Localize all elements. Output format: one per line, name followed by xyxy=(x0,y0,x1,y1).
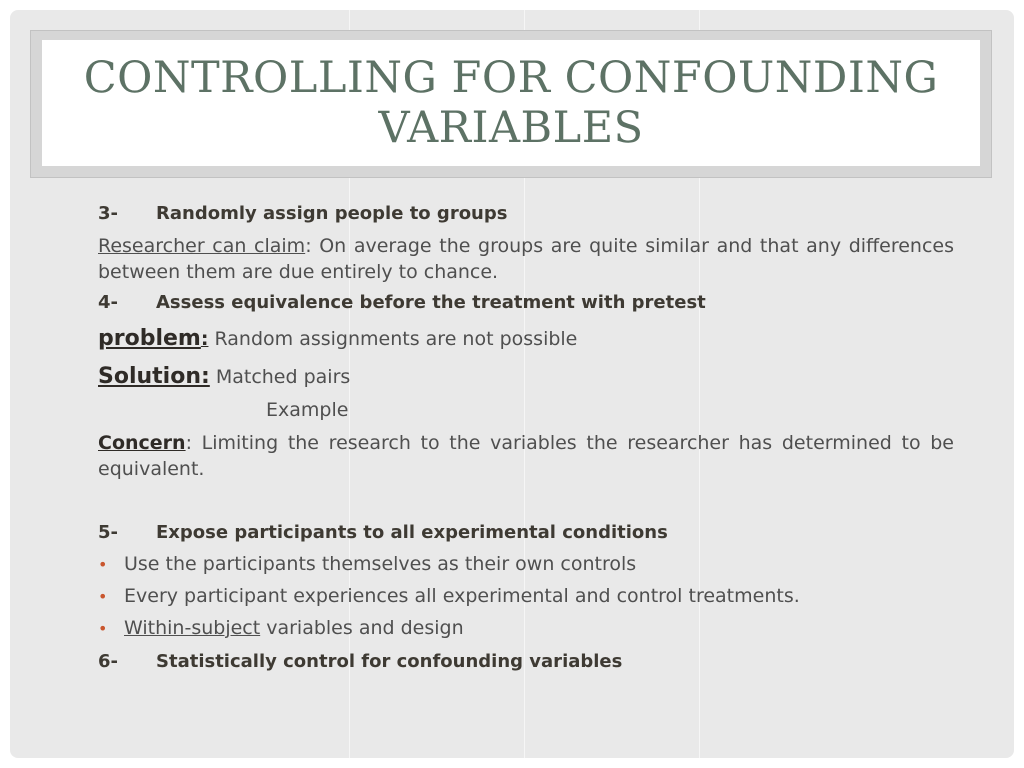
title-frame xyxy=(30,30,992,178)
bullet-dot: • xyxy=(98,555,108,574)
bullet-text-rest: variables and design xyxy=(260,617,464,639)
problem-label: problem xyxy=(98,326,201,351)
slide-title-line-2: VARIABLES xyxy=(378,103,644,153)
item-heading: Randomly assign people to groups xyxy=(156,203,508,224)
concern-paragraph xyxy=(98,430,954,482)
bullet-text xyxy=(124,617,464,639)
claim-paragraph xyxy=(98,233,954,285)
slide-title-line-1: CONTROLLING FOR CONFOUNDING xyxy=(83,53,939,103)
solution-line xyxy=(98,364,954,389)
bullet-dot: • xyxy=(98,587,108,606)
solution-text: Matched pairs xyxy=(209,366,351,388)
bullet-dot: • xyxy=(98,619,108,638)
item-heading: Statistically control for confounding variables xyxy=(156,651,623,672)
claim-text: : On average the groups are quite similar and that any differences between them are due entirely to chance. xyxy=(98,235,954,283)
item-number: 4- xyxy=(98,292,118,313)
claim-label: Researcher can claim xyxy=(98,235,306,257)
within-subject-link[interactable]: Within-subject xyxy=(124,617,261,639)
title-box xyxy=(42,40,980,166)
problem-line xyxy=(98,326,954,351)
item-number: 5- xyxy=(98,522,118,543)
example-line: Example xyxy=(266,399,349,421)
bullet-text: Every participant experiences all experimental and control treatments. xyxy=(124,585,800,607)
bullet-text: Use the participants themselves as their own controls xyxy=(124,553,637,575)
solution-label: Solution: xyxy=(98,364,210,389)
problem-text: Random assignments are not possible xyxy=(208,328,578,350)
problem-colon: : xyxy=(200,328,209,350)
concern-label: Concern xyxy=(98,432,186,454)
concern-text: : Limiting the research to the variables the researcher has determined to be equivalent. xyxy=(98,432,954,480)
item-number: 3- xyxy=(98,203,118,224)
item-heading: Expose participants to all experimental conditions xyxy=(156,522,668,543)
item-heading: Assess equivalence before the treatment with pretest xyxy=(156,292,706,313)
item-number: 6- xyxy=(98,651,118,672)
